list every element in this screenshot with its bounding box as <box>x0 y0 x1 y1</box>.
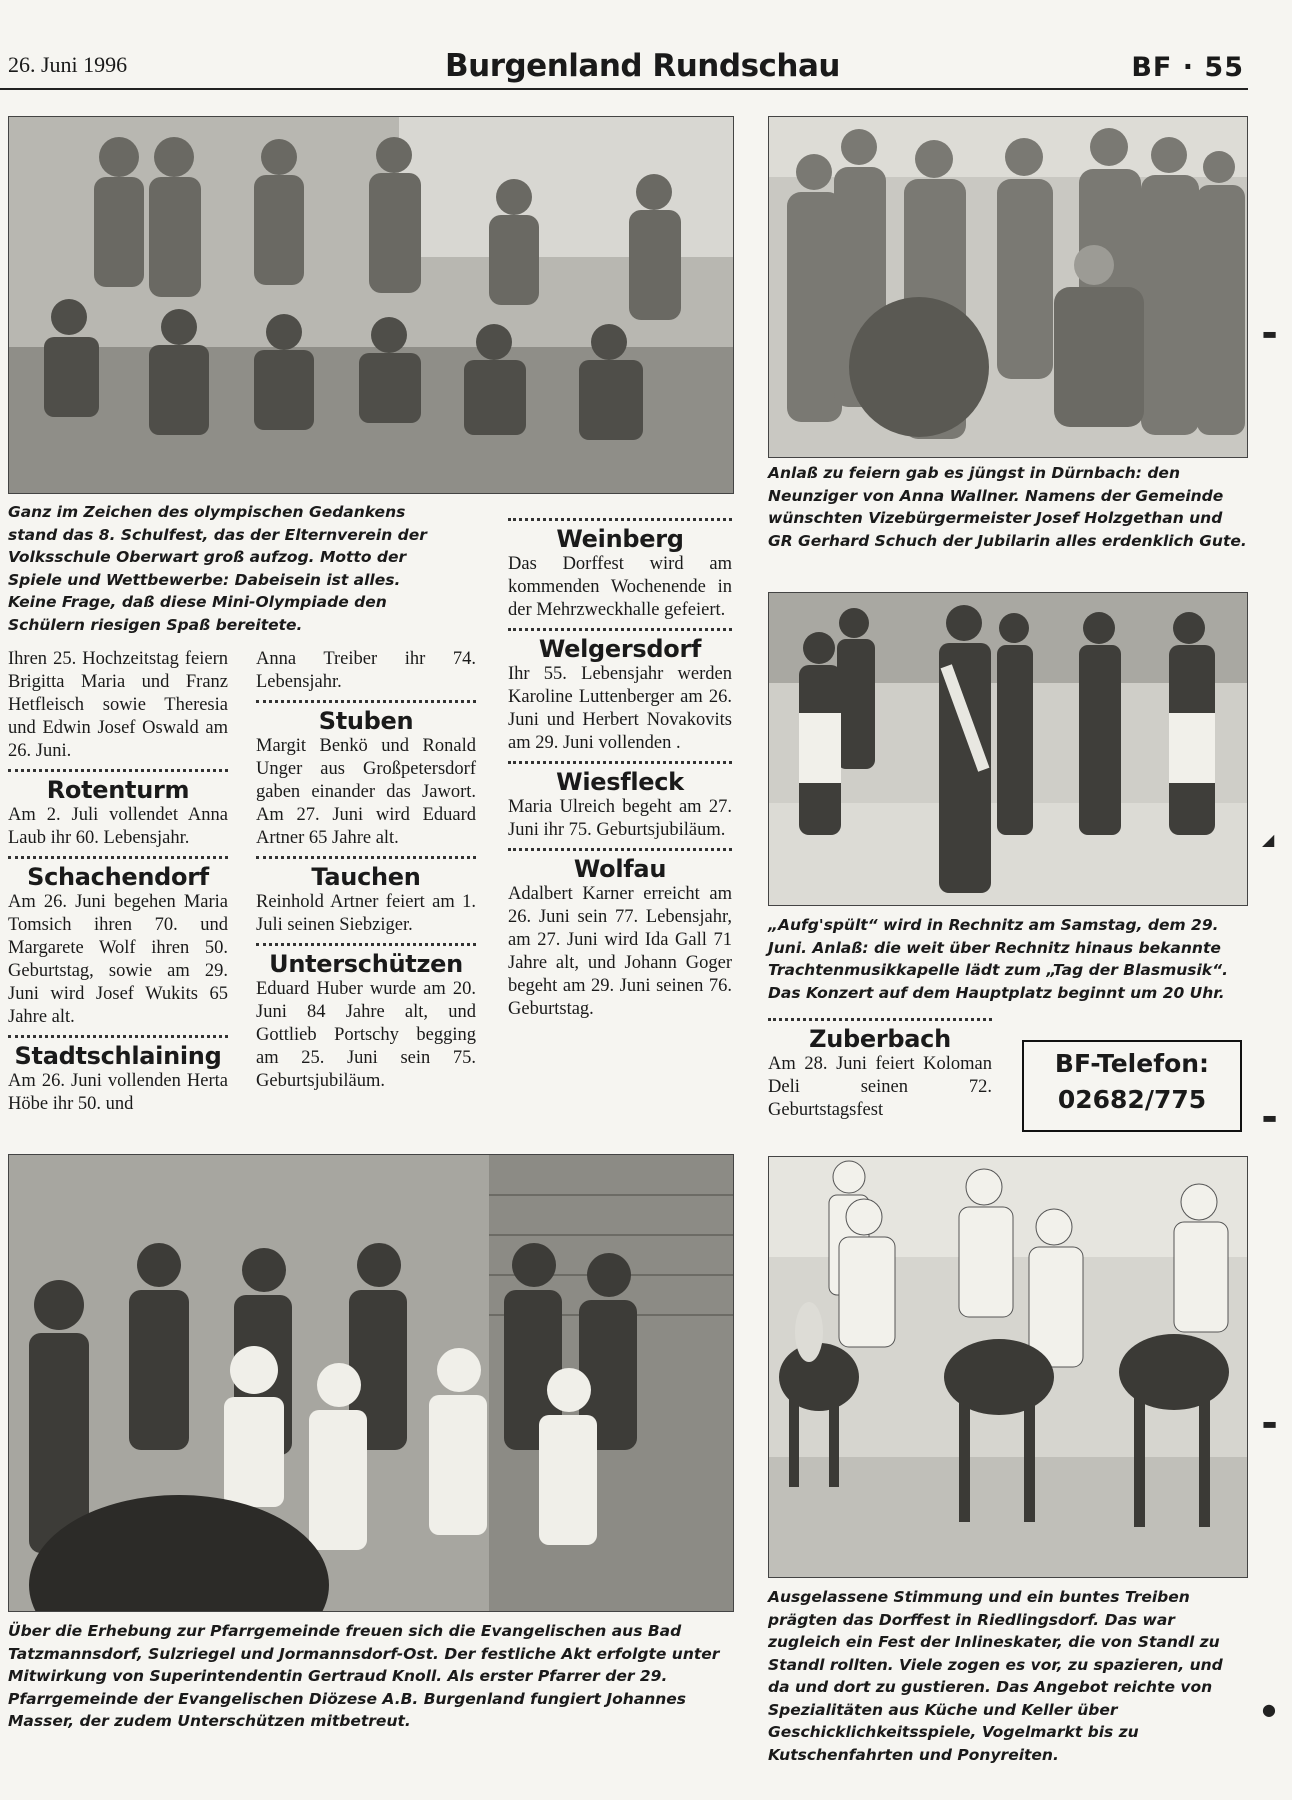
dotted-separator <box>508 761 732 764</box>
text-zuberbach: Am 28. Juni feiert Koloman Deli seinen 72. Geburtstagsfest <box>768 1054 992 1120</box>
text-rotenturm: Am 2. Juli vollendet Anna Laub ihr 60. Lebensjahr. <box>8 805 228 848</box>
heading-rotenturm: Rotenturm <box>46 776 190 804</box>
photo-school-festival <box>8 116 734 494</box>
text-weinberg: Das Dorffest wird am kommenden Wochenende in der Mehrzweckhalle gefeiert. <box>508 554 732 620</box>
issue-date: 26. Juni 1996 <box>8 52 128 77</box>
margin-mark: ▬ <box>1262 324 1278 343</box>
heading-stuben: Stuben <box>318 707 414 735</box>
dotted-separator <box>256 943 476 946</box>
text-stuben: Margit Benkö und Ronald Unger aus Großpetersdorf gaben einander das Jawort. Am 27. Juni wird Eduard Artner 65 Jahre alt. <box>256 736 476 848</box>
heading-wolfau: Wolfau <box>573 855 667 883</box>
text-unterschuetzen: Eduard Huber wurde am 20. Juni 84 Jahre alt, und Gottlieb Portschy begging am 25. Juni sein 75. Geburtsjubiläum. <box>256 979 476 1091</box>
heading-zuberbach: Zuberbach <box>809 1025 951 1053</box>
text-schachendorf: Am 26. Juni begehen Maria Tomsich ihren 70. und Margarete Wolf ihren 50. Geburtstag, sowie am 29. Juni wird Josef Wukits 65 Jahre alt. <box>8 892 228 1027</box>
photo-church-choir <box>8 1154 734 1612</box>
telefon-label: BF-Telefon: <box>1054 1049 1210 1078</box>
caption-school-festival: Ganz im Zeichen des olympischen Gedankens stand das 8. Schulfest, das der Elternverein der Volksschule Oberwart groß aufzog. Motto der Spiele und Wettbewerbe: Dabeisein ist alles. Keine Frage, daß diese Mini-Olympiade den Schülern riesigen Spaß bereitete. <box>8 503 427 634</box>
text-wolfau: Adalbert Karner erreicht am 26. Juni sein 77. Lebensjahr, am 27. Juni wird Ida Gall 71 Jahre alt, und Johann Goger begeht am 29. Juni seinen 76. Geburtstag. <box>508 884 732 1019</box>
heading-unterschuetzen: Unterschützen <box>269 950 463 978</box>
photo-riedlingsdorf-ponies-image <box>769 1157 1247 1577</box>
text-stadtschlaining: Am 26. Juni vollenden Herta Höbe ihr 50. und <box>8 1071 228 1114</box>
dotted-separator <box>8 856 228 859</box>
bf-telefon-box <box>1022 1040 1242 1132</box>
photo-church-choir-image <box>9 1155 733 1611</box>
telefon-number: 02682/775 <box>1057 1085 1207 1114</box>
photo-duernbach-image <box>769 117 1247 457</box>
margin-mark: ◢ <box>1262 830 1275 849</box>
heading-wiesfleck: Wiesfleck <box>556 768 684 796</box>
news-zuberbach <box>768 1012 992 1122</box>
dotted-separator <box>256 856 476 859</box>
heading-tauchen: Tauchen <box>311 863 421 891</box>
dotted-separator <box>508 518 732 521</box>
dotted-separator <box>508 628 732 631</box>
margin-mark: ▬ <box>1262 1108 1278 1127</box>
heading-welgersdorf: Welgersdorf <box>538 635 702 663</box>
caption-riedlingsdorf: Ausgelassene Stimmung und ein buntes Treiben prägten das Dorffest in Riedlingsdorf. Das war zugleich ein Fest der Inlineskater, die von Standl zu Standl rollten. Viele zogen es vor, zu spazieren, und da und dort zu gustieren. Das Angebot reichte von Spezialitäten aus Küche und Keller über Geschicklichkeitsspiele, Vogelmarkt bis zu Kutschenfahrten und Ponyreiten. <box>768 1588 1223 1764</box>
text-treiber: Anna Treiber ihr 74. Lebensjahr. <box>256 649 476 692</box>
text-welgersdorf: Ihr 55. Lebensjahr werden Karoline Luttenberger am 26. Juni und Herbert Novakovits am 29. Juni vollenden . <box>508 664 732 753</box>
dotted-separator <box>508 848 732 851</box>
photo-riedlingsdorf-ponies <box>768 1156 1248 1578</box>
page-number: BF · 55 <box>1131 52 1244 83</box>
news-column-2 <box>256 648 476 1093</box>
news-column-1 <box>8 648 228 1116</box>
text-wiesfleck: Maria Ulreich begeht am 27. Juni ihr 75. Geburtsjubiläum. <box>508 797 732 840</box>
caption-rechnitz-band: „Aufg'spült“ wird in Rechnitz am Samstag, dem 29. Juni. Anlaß: die weit über Rechnitz hinaus bekannte Trachtenmusikkapelle lädt zum „Tag der Blasmusik“. Das Konzert auf dem Hauptplatz beginnt um 20 Uhr. <box>768 916 1228 1002</box>
margin-mark: ▬ <box>1262 1414 1278 1433</box>
header-rule <box>0 88 1248 90</box>
photo-rechnitz-band-image <box>769 593 1247 905</box>
photo-school-festival-image <box>9 117 733 493</box>
dotted-separator <box>8 769 228 772</box>
photo-duernbach <box>768 116 1248 458</box>
news-column-3 <box>508 512 732 1021</box>
photo-rechnitz-band <box>768 592 1248 906</box>
dotted-separator <box>256 700 476 703</box>
caption-duernbach: Anlaß zu feiern gab es jüngst in Dürnbach: den Neunziger von Anna Wallner. Namens der Gemeinde wünschten Vizebürgermeister Josef Holzgethan und GR Gerhard Schuch der Jubilarin alles erdenklich Gute. <box>768 464 1247 550</box>
caption-church-choir: Über die Erhebung zur Pfarrgemeinde freuen sich die Evangelischen aus Bad Tatzmannsdorf, Sulzriegel und Jormannsdorf-Ost. Der festliche Akt erfolgte unter Mitwirkung von Superintendentin Gertraud Knoll. Als erster Pfarrer der 29. Pfarrgemeinde der Evangelischen Diözese A.B. Burgenland fungiert Johannes Masser, der zudem Unterschützen mitbetreut. <box>8 1622 720 1730</box>
dotted-separator <box>768 1018 992 1021</box>
newspaper-title: Burgenland Rundschau <box>445 48 840 84</box>
anniversary-text: Ihren 25. Hochzeitstag feiern Brigitta Maria und Franz Hetfleisch sowie Theresia und Edwin Josef Oswald am 26. Juni. <box>8 649 228 761</box>
margin-mark: ● <box>1262 1700 1276 1719</box>
dotted-separator <box>8 1035 228 1038</box>
heading-stadtschlaining: Stadtschlaining <box>14 1042 222 1070</box>
text-tauchen: Reinhold Artner feiert am 1. Juli seinen Siebziger. <box>256 892 476 935</box>
heading-weinberg: Weinberg <box>556 525 684 553</box>
heading-schachendorf: Schachendorf <box>27 863 209 891</box>
